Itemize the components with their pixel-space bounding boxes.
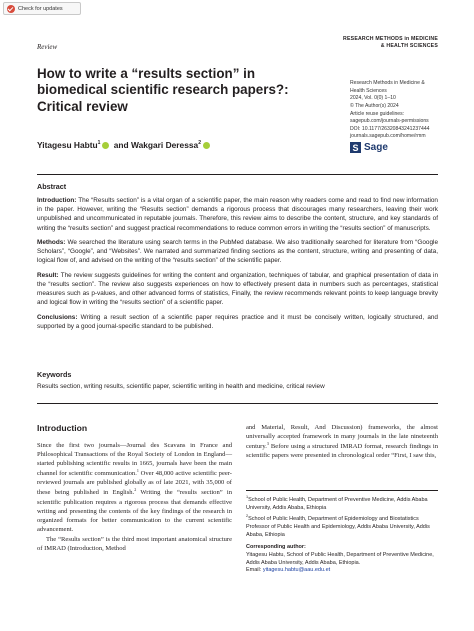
affiliation-marker: 2 xyxy=(246,514,249,519)
permissions-link[interactable]: sagepub.com/journals-permissions xyxy=(350,118,429,125)
body-text: Writing the “results section” in scientific publication requires a rigorous process that demands effective writing and presenting the contents of the key findings of the research in organized formats for better communication to the current scientific advancement. xyxy=(37,489,232,533)
footnote-divider xyxy=(246,490,438,491)
section-label: Methods: xyxy=(37,239,66,247)
affiliation-text: School of Public Health, Department of Preventive Medicine, Addis Ababa University, Addis Ababa, Ethiopia xyxy=(246,496,428,511)
meta-line: Health Sciences xyxy=(350,87,387,94)
paper-title: How to write a “results section” in biomedical scientific research papers?: Critical review xyxy=(37,66,289,114)
divider xyxy=(37,174,438,175)
introduction-column xyxy=(37,423,232,554)
check-for-updates-badge[interactable] xyxy=(3,2,81,15)
section-label: Conclusions: xyxy=(37,313,78,321)
keywords-heading: Keywords xyxy=(37,370,72,379)
abstract-result xyxy=(37,271,438,307)
abstract-introduction xyxy=(37,196,438,232)
corresponding-author xyxy=(246,544,438,575)
email-link[interactable]: yitagesu.habtu@aau.edu.et xyxy=(262,567,331,574)
affiliation xyxy=(246,495,438,512)
meta-line: © The Author(s) 2024 xyxy=(350,102,399,109)
keywords-text: Results section, writing results, scientific paper, scientific writing in health and medicine, critical review xyxy=(37,382,325,390)
email-line xyxy=(246,567,438,575)
affiliations xyxy=(246,495,438,542)
citation-marker[interactable]: 2 xyxy=(134,487,137,493)
section-label: Result: xyxy=(37,271,59,279)
abstract-methods xyxy=(37,238,438,265)
section-text: Writing a result section of a scientific paper requires practice and it must be concisely written, logically structured, and supported by a good journal-specific standard to be published. xyxy=(37,313,438,330)
author-connector: and xyxy=(111,140,131,150)
publisher-name: Sage xyxy=(364,142,388,153)
section-text: The “Results section” is a vital organ of a scientific paper, the main reason why readers come and read to find new information in the paper. However, writing the “Results section” demands a rigorous process that discourages many researchers, leaving their work unpublished and uncommunicated in reputable journals. Therefore, this review aims to describe the content, structure, and key standards of writing the “results section” and suggest practical recommendations to reduce common errors in writing the “results section” of manuscripts. xyxy=(37,197,438,232)
intro-continued xyxy=(246,423,438,460)
section-label: Introduction: xyxy=(37,197,77,205)
journal-home-link[interactable]: journals.sagepub.com/home/rmm xyxy=(350,133,426,140)
body-text: Before using a structured IMRAD format, research findings in scientific papers were presented in chronological order “First, I saw this, xyxy=(246,443,438,460)
publisher-logo xyxy=(350,142,388,153)
citation-marker[interactable]: 1 xyxy=(136,468,139,474)
affiliation-marker: 1 xyxy=(97,140,101,147)
orcid-icon[interactable] xyxy=(203,142,210,149)
check-updates-icon xyxy=(7,5,15,13)
divider xyxy=(37,403,438,404)
affiliation-marker: 2 xyxy=(198,140,201,147)
author-name: Wakgari Deressa xyxy=(130,140,199,150)
sage-icon: S xyxy=(350,142,361,153)
email-label: Email: xyxy=(246,567,263,574)
affiliation xyxy=(246,514,438,539)
intro-paragraph xyxy=(37,441,232,534)
meta-line: Article reuse guidelines: xyxy=(350,110,405,117)
author-name: Yitagesu Habtu xyxy=(37,140,98,150)
section-text: The review suggests guidelines for writing the content and organization, techniques of tabular, and graphical presentation of data in the “results section”. The review also suggests experiences on how to effectively present data in numbers such as percentages, statistical measures such as p-values, and other advanced forms of statistics, Finally, the review recommends relevant points to keep language brevity and logical flow in writing the “results section” of a scientific paper. xyxy=(37,271,438,307)
article-meta xyxy=(350,80,450,141)
citation-marker[interactable]: 3 xyxy=(266,441,269,447)
journal-name: RESEARCH METHODS in MEDICINE & HEALTH SCIENCES xyxy=(343,36,438,49)
abstract-conclusions xyxy=(37,313,438,331)
orcid-icon[interactable] xyxy=(102,142,109,149)
body-text: Since the first two journals—Journal des Scavans in France and Philosophical Transactions of the Royal Society of London in England—started publishing scientific results in 1665, journals have been the main channel for scientific communication. xyxy=(37,442,232,478)
affiliation-text: School of Public Health, Department of Epidemiology and Biostatistics Professor of Public Health and Epidemiology, Addis Ababa University, Addis Ababa, Ethiopia xyxy=(246,516,430,538)
right-column-text xyxy=(246,423,438,460)
corresponding-label: Corresponding author: xyxy=(246,544,306,550)
article-type: Review xyxy=(37,43,58,51)
corresponding-text: Yitagesu Habtu, School of Public Health, Department of Preventive Medicine, Addis Ababa University, Addis Ababa, Ethiopia. xyxy=(246,551,434,566)
body-text: Over 48,000 active scientific peer-reviewed journals are published globally as of late 2021, with 35,000 of these being published in English. xyxy=(37,470,232,497)
keywords xyxy=(37,370,438,391)
check-updates-label: Check for updates xyxy=(18,5,63,12)
author-list xyxy=(37,140,212,150)
introduction-heading: Introduction xyxy=(37,423,88,433)
meta-line: 2024, Vol. 0(0) 1–10 xyxy=(350,95,396,102)
abstract-heading: Abstract xyxy=(37,182,67,191)
section-text: We searched the literature using search terms in the PubMed database. We also traditionally searched for literature from “Google Scholars”, “Google”, and “Websites”. We narrated and summarized finding sections as the content, structure, writing and presenting of data, logical flow of, and advised on the writing of the “results section” of the scientific paper. xyxy=(37,239,438,265)
body-text: and Material, Result, And Discussion) frameworks, the almost universally accepted framework in many journals in the late nineteenth century. xyxy=(246,424,438,451)
abstract xyxy=(37,182,438,336)
affiliation-marker: 1 xyxy=(246,495,249,499)
intro-paragraph: The “Results section” is the third most important anatomical structure of IMRAD (Introduction, Method xyxy=(37,535,232,552)
doi-link[interactable]: DOI: 10.1177/26320843241237444 xyxy=(350,125,430,132)
meta-line: Research Methods in Medicine & xyxy=(350,80,425,86)
